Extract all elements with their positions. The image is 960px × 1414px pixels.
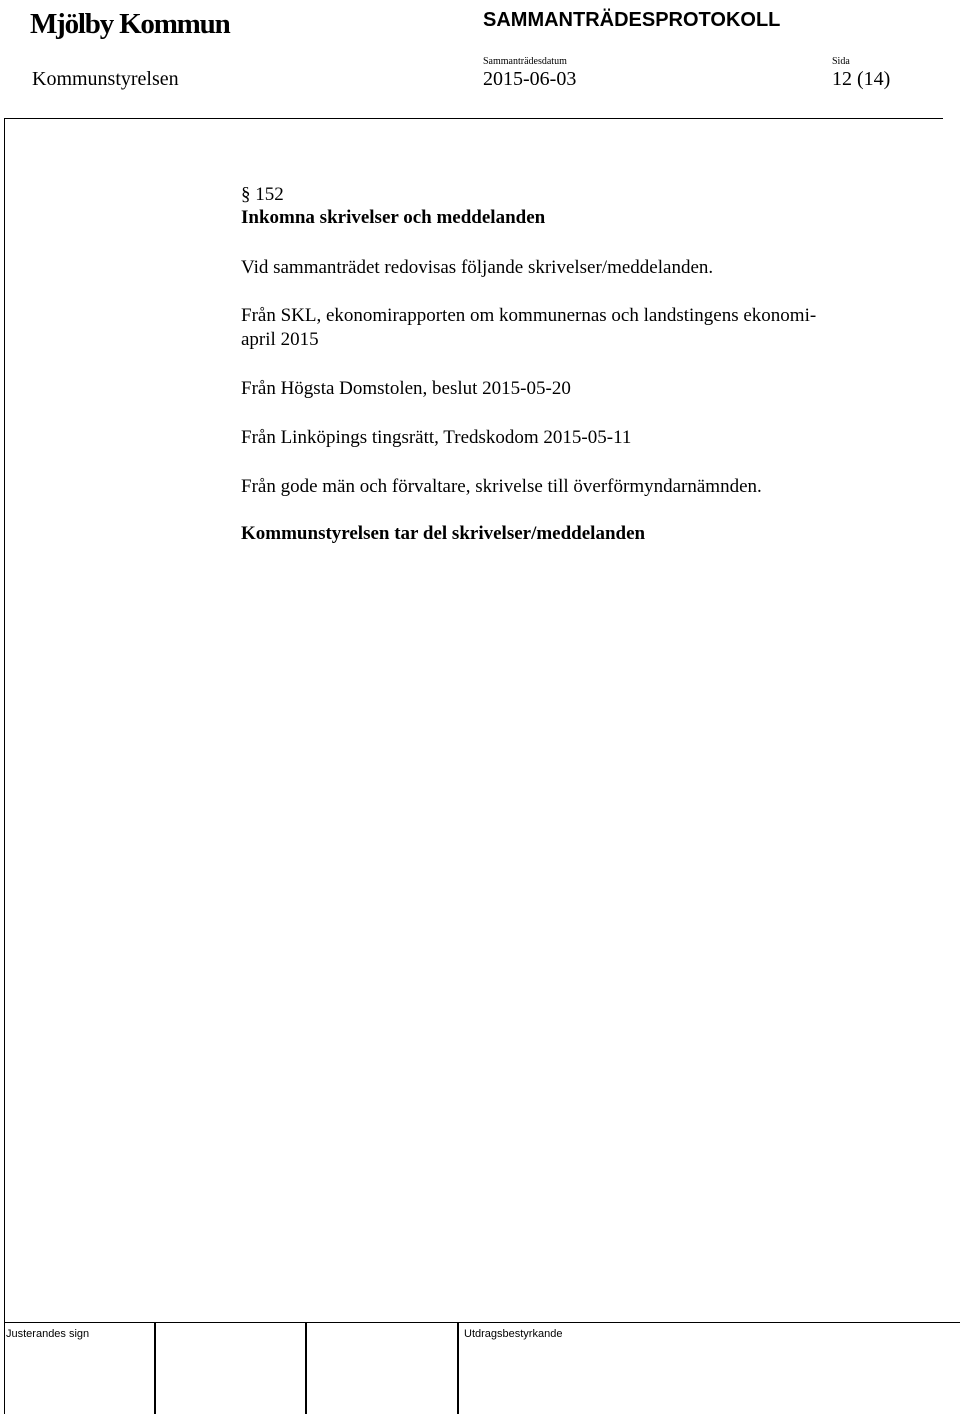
item-skl-line1: Från SKL, ekonomirapporten om kommunernas och landstingens ekonomi- (241, 305, 817, 326)
item-skl-line2: april 2015 (241, 329, 319, 350)
date-label: Sammanträdesdatum (483, 56, 567, 67)
certifier-label: Utdragsbestyrkande (464, 1328, 563, 1340)
page-left-border (4, 118, 5, 1414)
item-gode-man: Från gode män och förvaltare, skrivelse till överförmyndarnämnden. (241, 476, 762, 497)
paragraph-sign: § (241, 184, 251, 205)
sign-box-divider-3 (457, 1322, 459, 1414)
body-name: Kommunstyrelsen (32, 68, 179, 90)
footer-divider (4, 1322, 960, 1323)
meeting-date: 2015-06-03 (483, 68, 577, 90)
sign-box-divider-1 (154, 1322, 156, 1414)
decision-text: Kommunstyrelsen tar del skrivelser/meddelanden (241, 523, 646, 544)
item-hogsta-domstolen: Från Högsta Domstolen, beslut 2015-05-20 (241, 378, 571, 399)
section-title: Inkomna skrivelser och meddelanden (241, 207, 546, 228)
item-linkopings-tingsratt: Från Linköpings tingsrätt, Tredskodom 2015-05-11 (241, 427, 632, 448)
section-number-value: 152 (255, 184, 284, 205)
header-divider (4, 118, 943, 119)
sign-box-divider-2 (305, 1322, 307, 1414)
section-number (241, 184, 284, 206)
intro-text: Vid sammanträdet redovisas följande skrivelser/meddelanden. (241, 257, 714, 278)
page-number: 12 (14) (832, 68, 891, 90)
sign-label: Justerandes sign (6, 1328, 90, 1340)
page-label: Sida (832, 56, 850, 67)
document-type: SAMMANTRÄDESPROTOKOLL (483, 9, 781, 31)
organization-name: Mjölby Kommun (30, 8, 230, 40)
